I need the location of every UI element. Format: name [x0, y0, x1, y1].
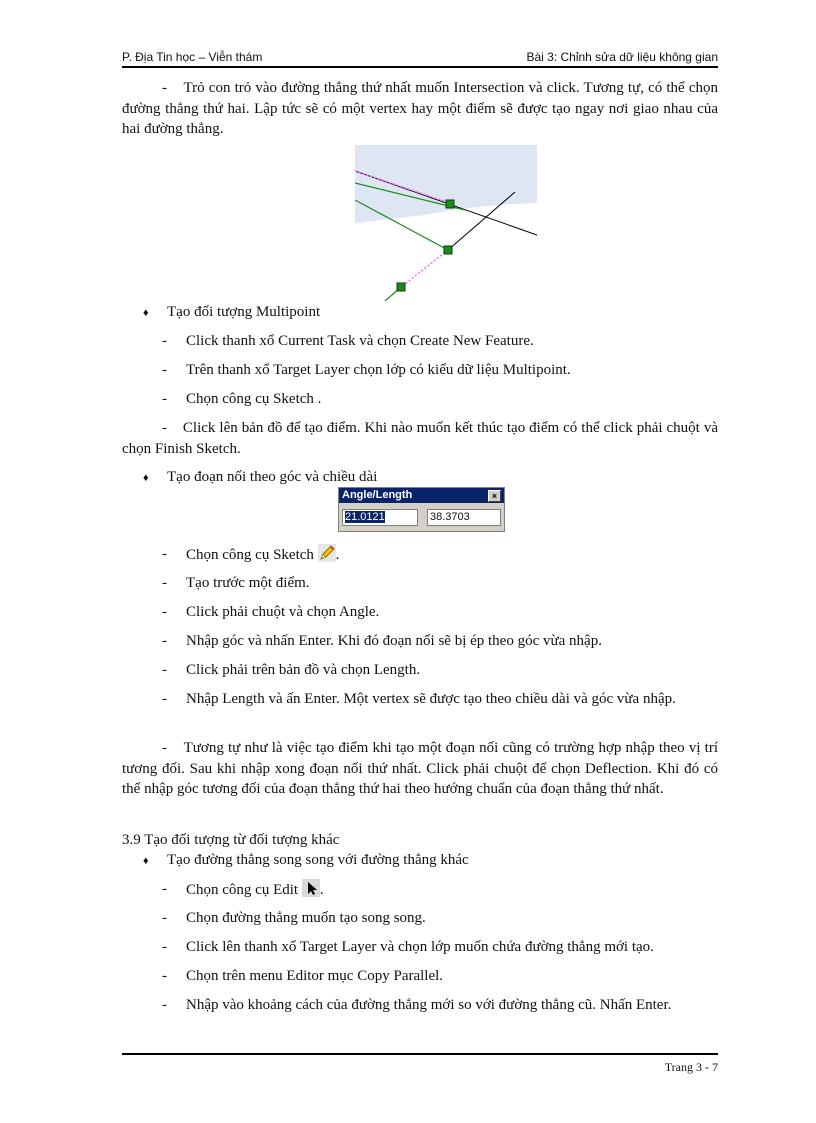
list-item: - Tạo trước một điểm.: [162, 575, 310, 591]
header-right: Bài 3: Chỉnh sửa dữ liệu không gian: [526, 50, 718, 64]
parallel-heading: ♦ Tạo đường thẳng song song với đường thẳng khác: [143, 850, 469, 872]
list-item: - Chọn trên menu Editor mục Copy Parallel.: [162, 968, 444, 984]
list-item: - Click lên bản đồ để tạo điểm. Khi nào muốn kết thúc tạo điểm có thể click phải chuột và chọn Finish Sketch.: [122, 420, 718, 457]
anglelength-heading: ♦ Tạo đoạn nối theo góc và chiều dài: [143, 467, 377, 489]
intro-text: Trỏ con trỏ vào đường thẳng thứ nhất muốn Intersection và click. Tương tự, có thể chọn đường thẳng thứ hai. Lập tức sẽ có một vertex hay một điểm sẽ được tạo ngay nơi giao nhau của hai đường thẳng.: [122, 80, 718, 137]
sketch-pencil-icon: [318, 544, 336, 562]
dialog-title: Angle/Length: [342, 489, 413, 501]
footer-rule: [122, 1053, 718, 1055]
list-item: - Click thanh xổ Current Task và chọn Create New Feature.: [162, 333, 534, 349]
diamond-bullet-icon: ♦: [143, 307, 149, 319]
page-number: Trang 3 - 7: [664, 1060, 718, 1074]
header-left: P. Địa Tin học – Viễn thám: [122, 50, 263, 64]
list-item: - Nhập vào khoảng cách của đường thẳng mới so với đường thẳng cũ. Nhấn Enter.: [162, 997, 672, 1013]
close-icon[interactable]: ×: [488, 490, 501, 502]
intersection-figure: [355, 145, 537, 301]
dialog-title-bar: [339, 488, 504, 503]
deflection-note: - Tương tự như là việc tạo điểm khi tạo một đoạn nối cũng có trường hợp nhập theo vị trí tương đối. Sau khi nhập xong đoạn nối thứ nhất. Click phải chuột để chọn Deflection. Khi đó có thể nhập góc tương đối của đoạn thẳng thứ hai theo hướng chuẩn của đoạn thẳng thứ nhất.: [122, 740, 718, 797]
section-heading: 3.9 Tạo đối tượng từ đối tượng khác: [122, 832, 340, 848]
list-item: - Chọn công cụ Sketch .: [162, 391, 322, 407]
intro-paragraph: [122, 78, 718, 140]
list-item: - Nhập góc và nhấn Enter. Khi đó đoạn nối sẽ bị ép theo góc vừa nhập.: [162, 633, 602, 649]
list-item: - Chọn đường thẳng muốn tạo song song.: [162, 910, 426, 926]
list-item: - Trên thanh xổ Target Layer chọn lớp có kiểu dữ liệu Multipoint.: [162, 362, 571, 378]
intro-dash: -: [162, 80, 167, 96]
angle-length-dialog: [338, 487, 505, 532]
multipoint-heading: ♦ Tạo đối tượng Multipoint: [143, 302, 320, 324]
list-item: - Click lên thanh xổ Target Layer và chọn lớp muốn chứa đường thẳng mới tạo.: [162, 939, 654, 955]
list-item: - Chọn công cụ Sketch .: [162, 546, 340, 563]
length-input[interactable]: 38.3703: [427, 509, 501, 526]
angle-input[interactable]: 21.0121: [342, 509, 418, 526]
list-item: - Chọn công cụ Edit .: [162, 881, 324, 898]
list-item: - Nhập Length và ấn Enter. Một vertex sẽ được tạo theo chiều dài và góc vừa nhập.: [162, 691, 676, 707]
list-item: - Click phải trên bản đồ và chọn Length.: [162, 662, 421, 678]
diamond-bullet-icon: ♦: [143, 855, 149, 867]
header-rule: [122, 66, 718, 68]
list-item: - Click phải chuột và chọn Angle.: [162, 604, 380, 620]
edit-arrow-icon: [302, 879, 320, 897]
diamond-bullet-icon: ♦: [143, 472, 149, 484]
